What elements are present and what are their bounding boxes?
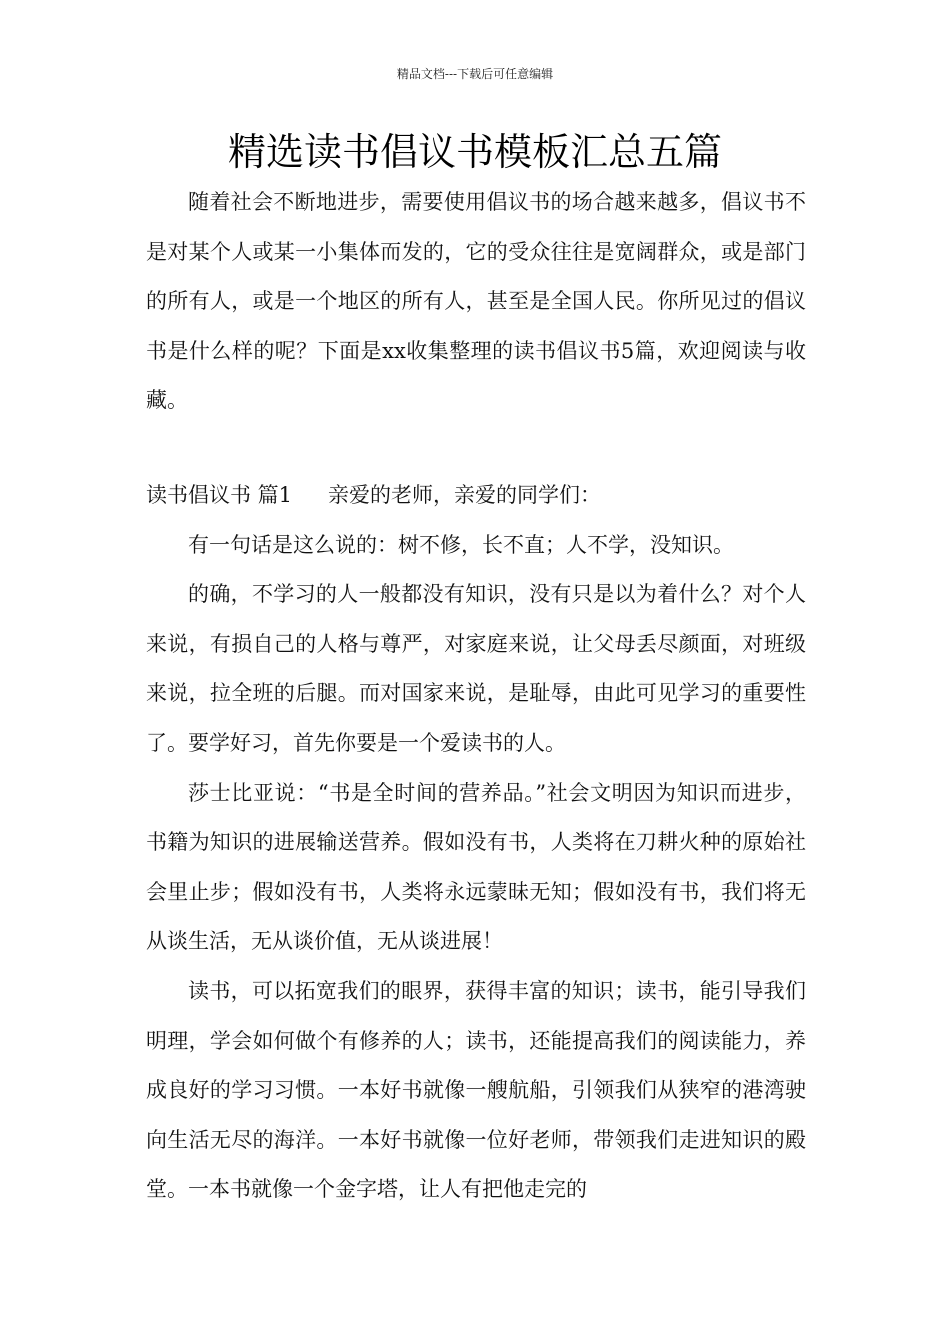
greeting: 亲爱的老师，亲爱的同学们：	[328, 482, 602, 507]
body-paragraph: 有一句话是这么说的：树不修，长不直；人不学，没知识。	[188, 532, 734, 557]
intro-paragraph: 随着社会不断地进步，需要使用倡议书的场合越来越多，倡议书不是对某个人或某一小集体而发的，它的受众往往是宽阔群众，或是部门的所有人，或是一个地区的所有人，甚至是全国人民。你所见过的倡议书是什么样的呢？下面是xx收集整理的读书倡议书5篇，欢迎阅读与收藏。	[146, 190, 806, 413]
section-heading-line	[146, 471, 806, 521]
document-body	[146, 178, 806, 1215]
body-paragraph: 莎士比亚说：“书是全时间的营养品。”社会文明因为知识而进步，书籍为知识的进展输送营养。假如没有书，人类将在刀耕火种的原始社会里止步；假如没有书，人类将永远蒙昧无知；假如没有书，我们将无从谈生活，无从谈价值，无从谈进展！	[146, 780, 806, 954]
body-paragraph: 的确，不学习的人一般都没有知识，没有只是以为着什么？对个人来说，有损自己的人格与尊严，对家庭来说，让父母丢尽颜面，对班级来说，拉全班的后腿。而对国家来说，是耻辱，由此可见学习的重要性了。要学好习，首先你要是一个爱读书的人。	[146, 582, 806, 755]
section-label: 读书倡议书 篇1	[146, 482, 293, 507]
document-title: 精选读书倡议书模板汇总五篇	[227, 130, 722, 174]
page-header: 精品文档---下载后可任意编辑	[396, 67, 554, 81]
body-paragraph: 读书，可以拓宽我们的眼界，获得丰富的知识；读书，能引导我们明理，学会如何做个有修养的人；读书，还能提高我们的阅读能力，养成良好的学习习惯。一本好书就像一艘航船，引领我们从狭窄的港湾驶向生活无尽的海洋。一本好书就像一位好老师，带领我们走进知识的殿堂。一本书就像一个金字塔，让人有把他走完的	[146, 978, 806, 1202]
